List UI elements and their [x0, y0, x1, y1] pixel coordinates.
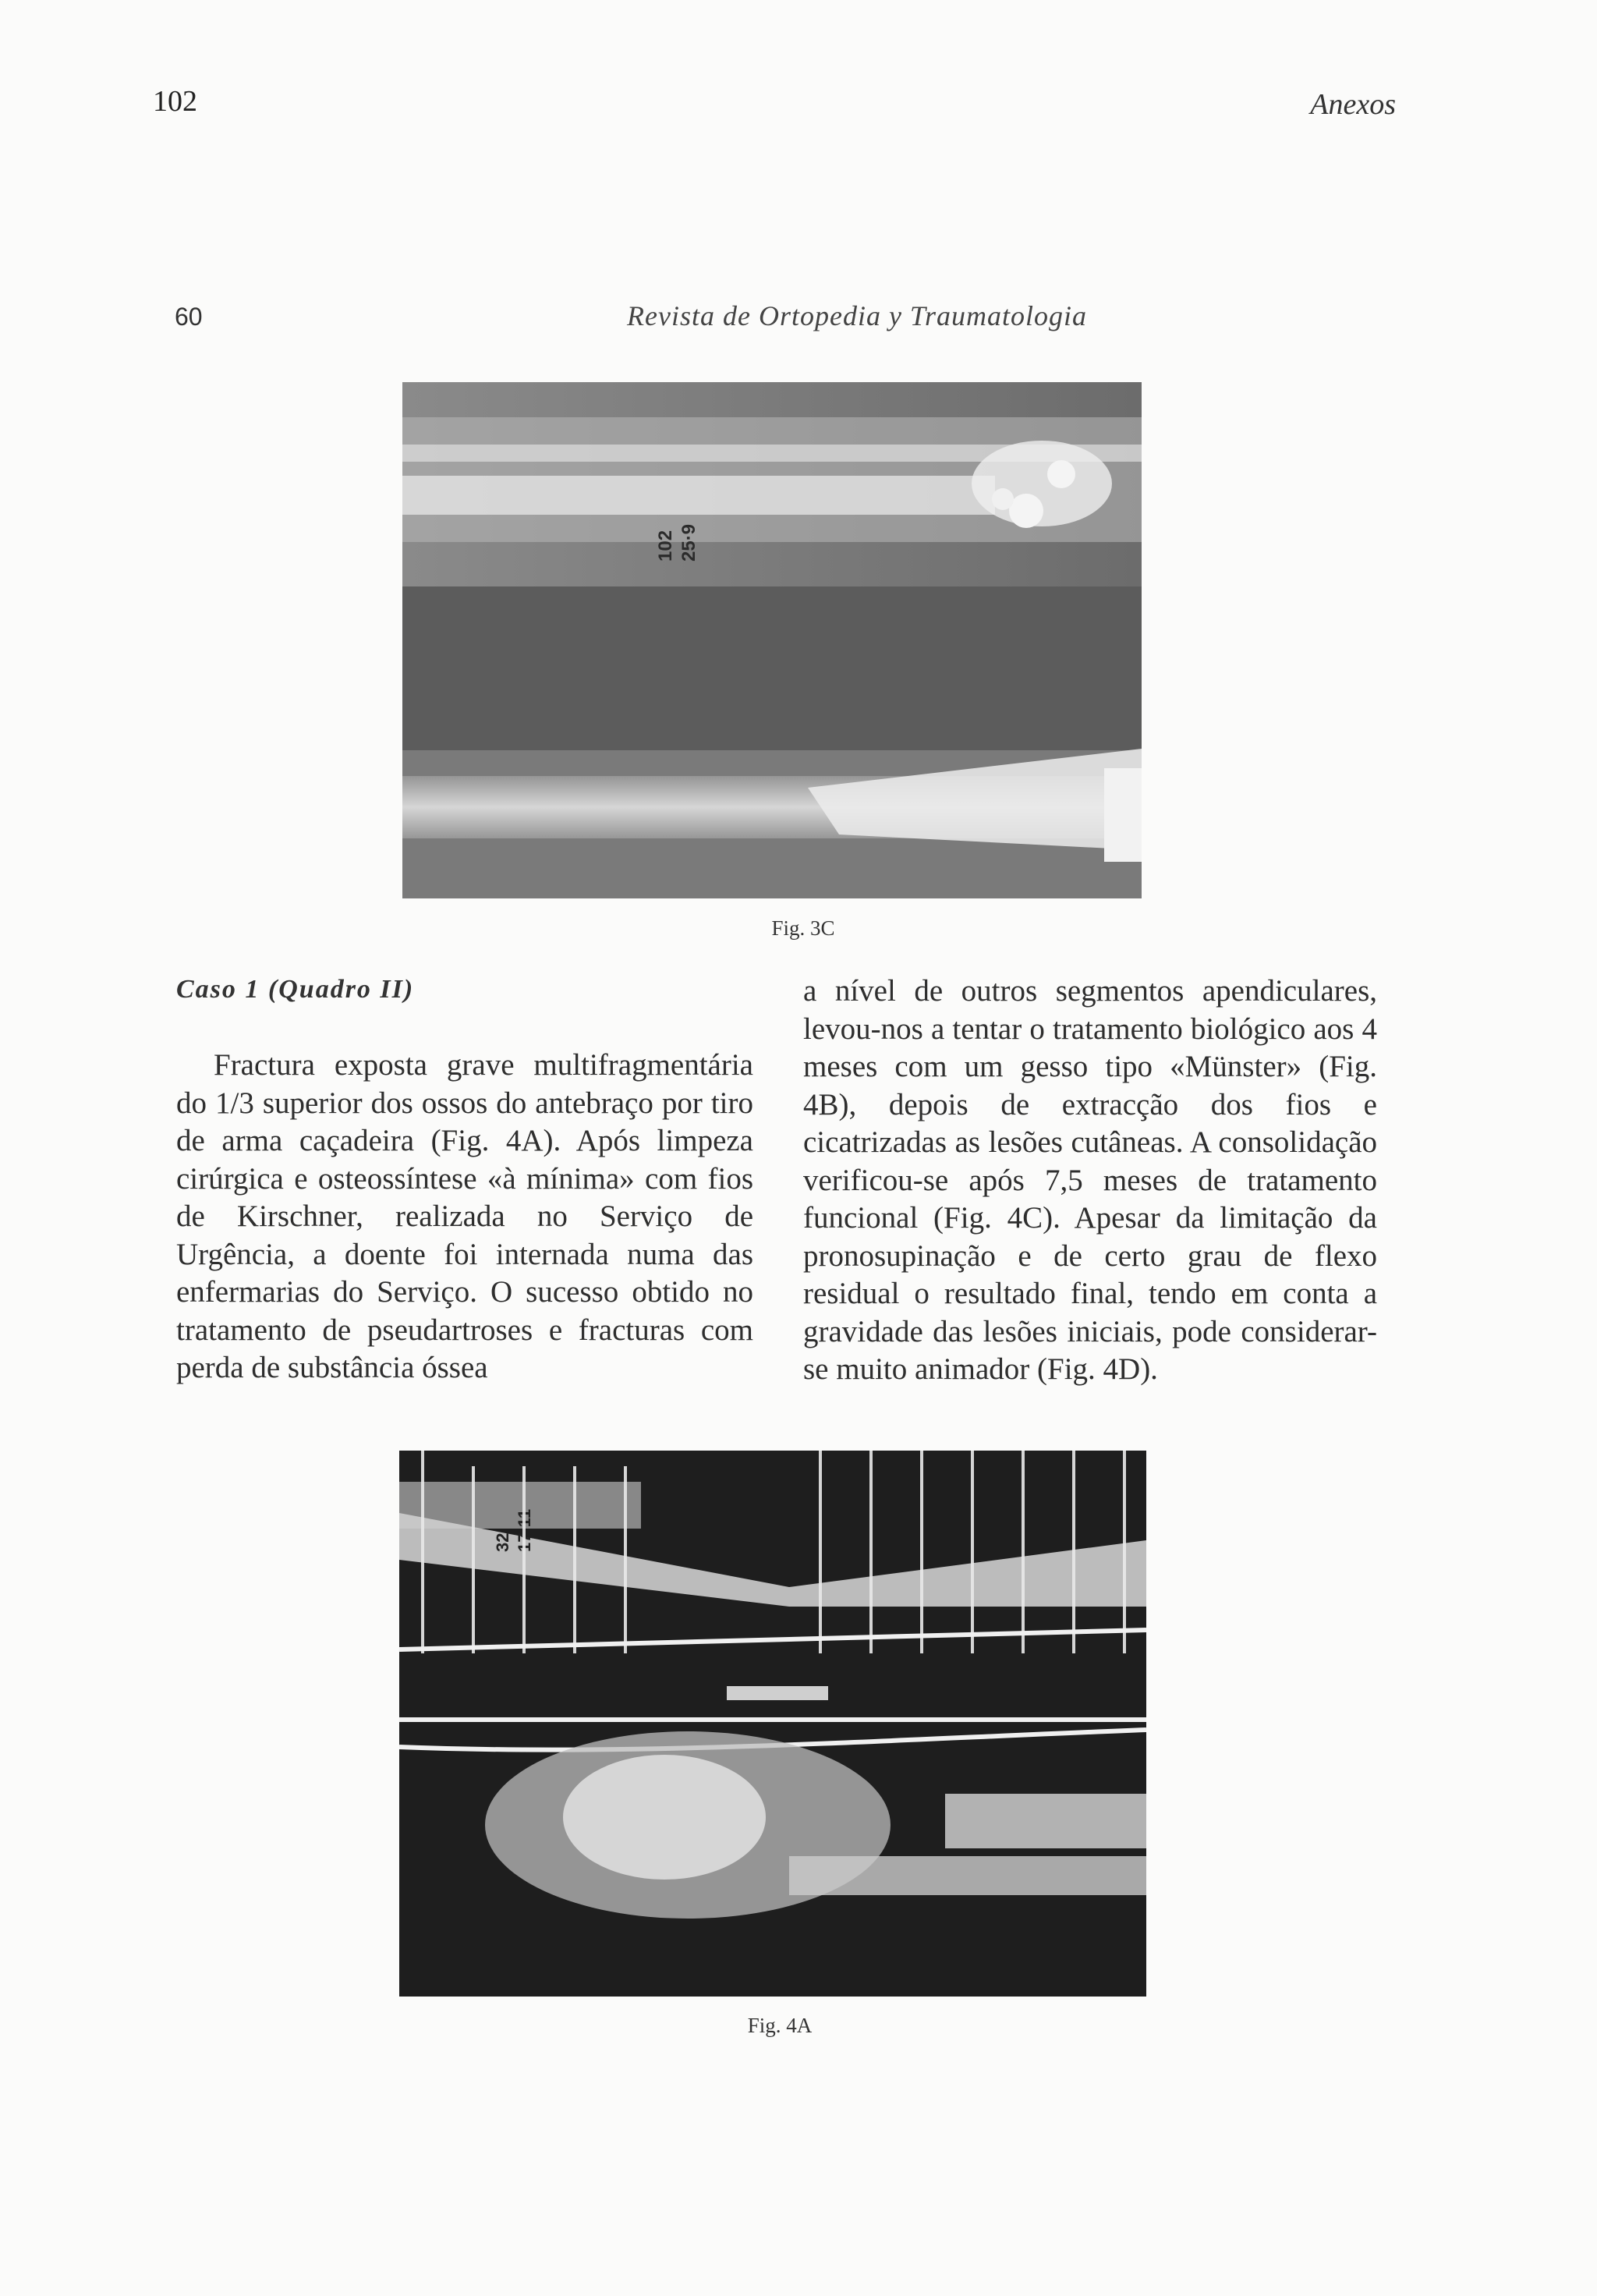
figure-caption: Fig. 3C [771, 916, 835, 940]
book-page-number: 102 [153, 85, 197, 118]
journal-title: Revista de Ortopedia y Traumatologia [627, 300, 1087, 331]
xray-marking-4a-number: 32 [493, 1532, 512, 1552]
case-heading: Caso 1 (Quadro II) [176, 975, 415, 1004]
xray-marking-3c-date: 25·9 [678, 523, 699, 562]
figure-caption: Fig. 4A [747, 2014, 813, 2037]
journal-page-number: 60 [175, 303, 203, 331]
right-column-text: a nível de outros segmentos apendiculares, levou-nos a tentar o tratamento biológico aos 4 meses com um gesso tipo «Münster» (Fig. 4B), depois de extracção dos fios e cicatrizadas as lesões cutâneas. A consolidação verificou-se após 7,5 meses de tratamento funcional (Fig. 4C). Apesar da limitação da pronosupinação e de certo grau de flexo residual o resultado final, tendo em conta a gravidade das lesões iniciais, pode considerar-se muito animador (Fig. 4D). [803, 974, 1377, 1386]
xray-forearm-wire-graphic [399, 1451, 1146, 1997]
xray-image-fig-3c [402, 382, 1142, 898]
xray-marking-3c-number: 102 [655, 530, 676, 562]
book-running-head: Anexos [1310, 88, 1396, 121]
xray-image-fig-4a [399, 1451, 1146, 1997]
left-column-text: Fractura exposta grave multifragmentária do 1/3 superior dos ossos do antebraço por tiro de arma caçadeira (Fig. 4A). Após limpeza cirúrgica e osteossíntese «à mínima» com fios de Kirschner, realizada no Serviço de Urgência, a doente foi internada numa das enfermarias do Serviço. O sucesso obtido no tratamento de pseudartroses e fracturas com perda de substância óssea [176, 1048, 753, 1384]
xray-marking-4a-date: 17·11 [515, 1508, 534, 1552]
xray-forearm-graphic [402, 382, 1142, 898]
